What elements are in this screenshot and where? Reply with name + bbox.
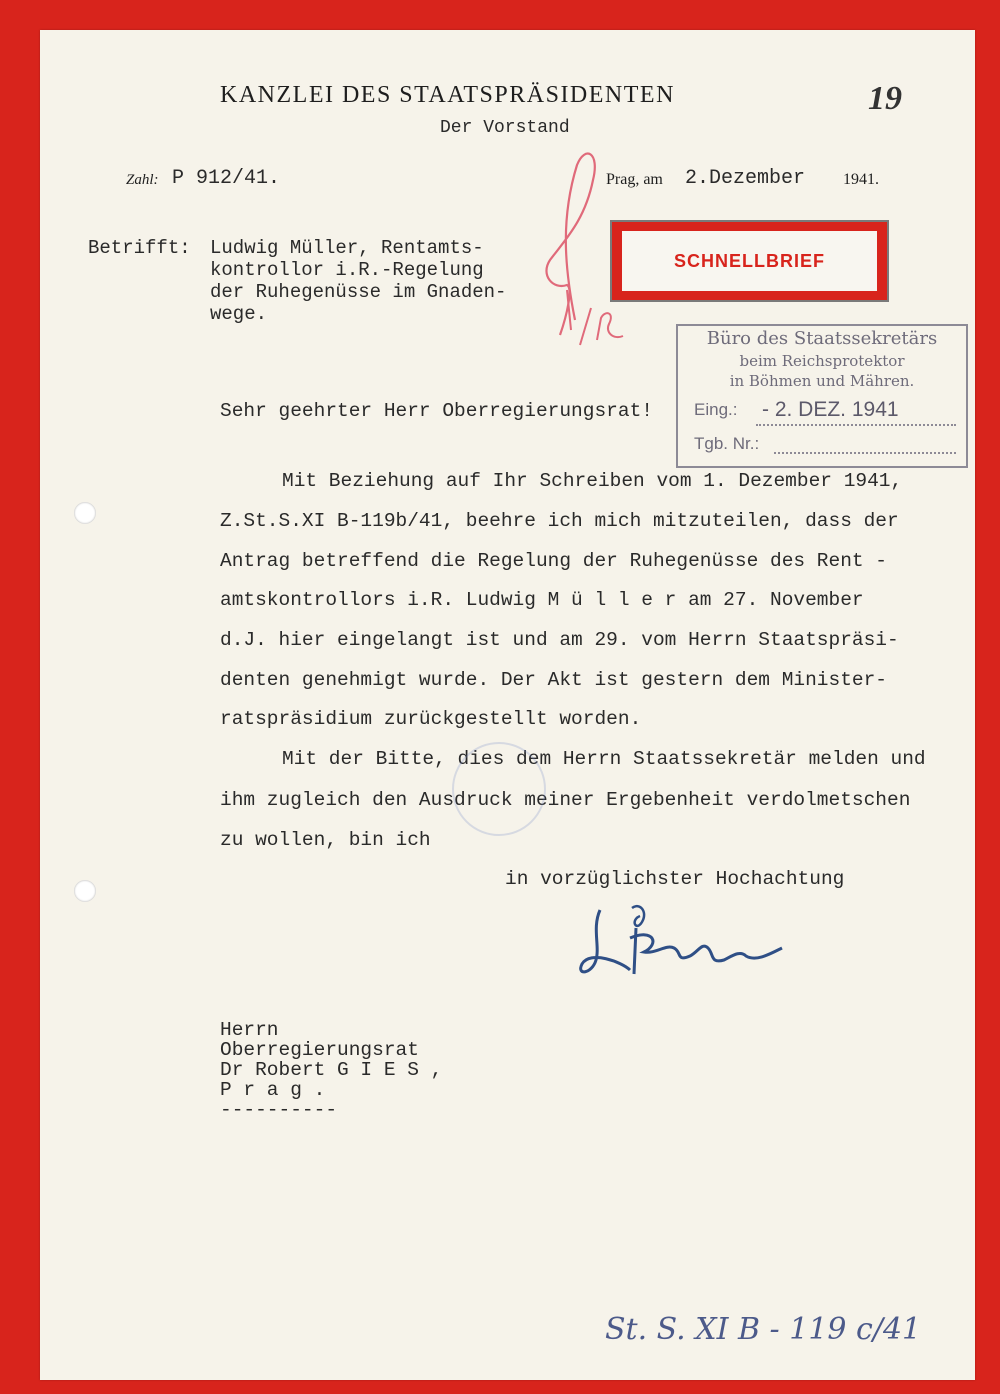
receipt-stamp <box>676 324 968 468</box>
subject-line: Ludwig Müller, Rentamts- <box>210 237 484 259</box>
zahl-label: Zahl: <box>126 172 159 188</box>
addressee-line: Herrn <box>220 1019 279 1041</box>
subject-line: der Ruhegenüsse im Gnaden- <box>210 281 507 303</box>
body-line: denten genehmigt wurde. Der Akt ist gestern dem Minister- <box>220 669 888 691</box>
place-label: Prag, am <box>606 171 663 188</box>
stamp-received-date: - 2. DEZ. 1941 <box>762 398 899 421</box>
addressee-line: Oberregierungsrat <box>220 1039 419 1061</box>
salutation: Sehr geehrter Herr Oberregierungsrat! <box>220 400 653 422</box>
punch-hole <box>74 502 96 524</box>
urgent-box-inner <box>622 231 877 291</box>
body-line: Mit Beziehung auf Ihr Schreiben vom 1. Dezember 1941, <box>282 470 903 492</box>
year-label: 1941. <box>843 171 879 188</box>
letter-page <box>40 30 975 1380</box>
subject-label: Betrifft: <box>88 237 191 259</box>
punch-hole <box>74 880 96 902</box>
subject-line: wege. <box>210 303 268 325</box>
subject-line: kontrollor i.R.-Regelung <box>210 259 484 281</box>
zahl-value: P 912/41. <box>172 167 281 190</box>
stamp-received-label: Eing.: <box>694 400 738 419</box>
urgent-label: SCHNELLBRIEF <box>674 250 825 271</box>
faint-seal <box>452 742 546 836</box>
stamp-dotted-line <box>756 424 956 426</box>
body-line: ratspräsidium zurückgestellt worden. <box>220 708 642 730</box>
addressee-line: P r a g . <box>220 1079 326 1101</box>
body-line: ihm zugleich den Ausdruck meiner Ergebenheit verdolmetschen <box>220 789 911 811</box>
office-heading: KANZLEI DES STAATSPRÄSIDENTEN <box>220 82 675 108</box>
body-line: Mit der Bitte, dies dem Herrn Staatssekretär melden und <box>282 748 926 770</box>
signature <box>570 898 810 988</box>
date-value: 2.Dezember <box>685 167 806 190</box>
addressee-line: Dr Robert G I E S , <box>220 1059 443 1081</box>
stamp-office: Büro des Staatssekretärs <box>706 328 938 349</box>
body-line: d.J. hier eingelangt ist und am 29. vom Herrn Staatspräsi- <box>220 629 899 651</box>
urgent-box <box>610 220 889 302</box>
stamp-authority: beim Reichsprotektor <box>739 352 905 370</box>
body-line: Z.St.S.XI B-119b/41, beehre ich mich mitzuteilen, dass der <box>220 510 899 532</box>
page-number: 19 <box>868 80 902 117</box>
bottom-file-reference: St. S. XI B - 119 c/41 <box>605 1312 922 1347</box>
body-line: zu wollen, bin ich <box>220 829 431 851</box>
body-line: amtskontrollors i.R. Ludwig M ü l l e r am 27. November <box>220 589 864 611</box>
stamp-dotted-line <box>774 452 956 454</box>
closing: in vorzüglichster Hochachtung <box>505 868 845 890</box>
body-line: Antrag betreffend die Regelung der Ruhegenüsse des Rent - <box>220 550 888 572</box>
stamp-region: in Böhmen und Mähren. <box>729 372 915 390</box>
addressee-underline: ---------- <box>220 1099 338 1121</box>
department-heading: Der Vorstand <box>440 118 570 138</box>
stamp-register-label: Tgb. Nr.: <box>694 434 760 453</box>
